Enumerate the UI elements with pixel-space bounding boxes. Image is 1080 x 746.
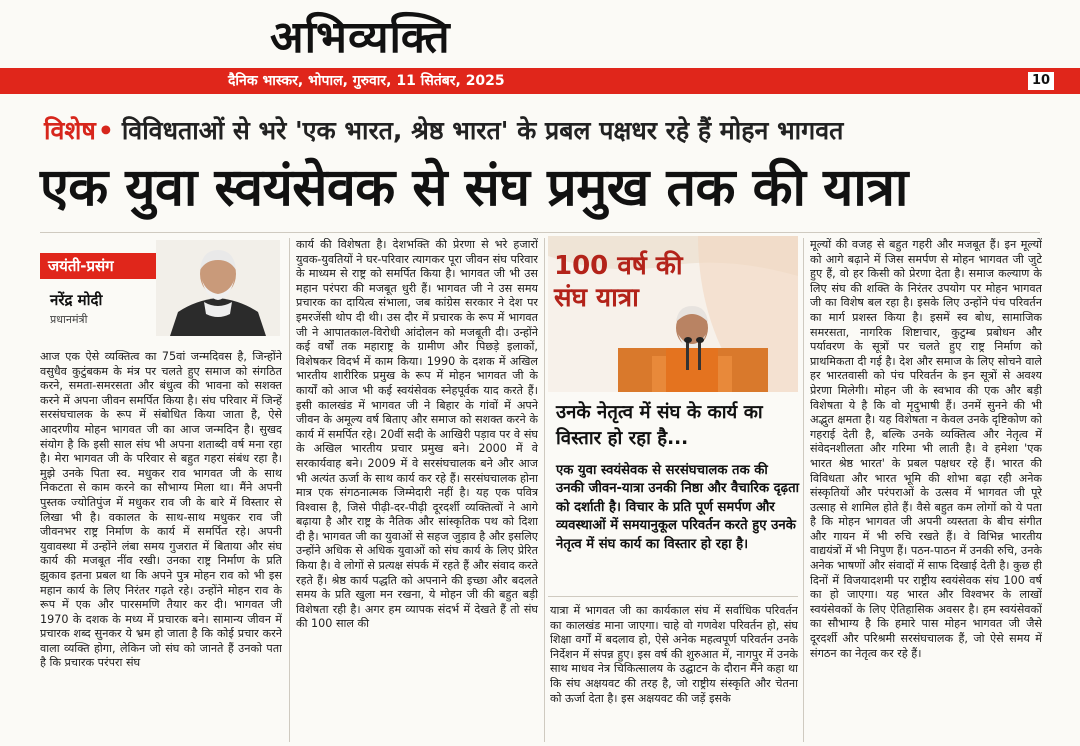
article-column-1: आज एक ऐसे व्यक्तित्व का 75वां जन्मदिवस है, जिन्होंने वसुधैव कुटुंबकम के मंत्र पर चलते हुए समाज को संगठित करने, समता-समरसता और बंधुत्व की भावना को सशक्त करने में अपना जीवन समर्पित किया है। संघ परिवार में जिन्हें सरसंघचालक के रूप में संबोधित किया जाता है, ऐसे आदरणीय मोहन भागवत जी का आज जन्मदिन है। सुखद संयोग है कि इसी साल संघ भी अपना शताब्दी वर्ष मना रहा है। मेरा भागवत जी के परिवार से बहुत गहरा संबंध रहा है। मुझे उनके पिता स्व. मधुकर राव भागवत जी के साथ निकटता से काम करने का सौभाग्य मिला था। मैंने अपनी पुस्तक ज्योतिपुंज में मधुकर राव जी के बारे में विस्तार से लिखा भी है। वकालत के साथ-साथ मधुकर राव जी जीवनभर राष्ट्र निर्माण के कार्य में समर्पित रहे। अपनी युवावस्था में उन्होंने लंबा समय गुजरात में बिताया और संघ कार्य की मजबूत नींव रखी। उनका राष्ट्र निर्माण के प्रति झुकाव इतना प्रबल था कि अपने पुत्र मोहन राव को भी इस महान कार्य के लिए निरंतर गढ़ते रहे। उन्होंने मोहन राव के रूप में एक और पारसमणि तैयार कर दी। भागवत जी 1970 के दशक के मध्य में प्रचारक बने। सामान्य जीवन में प्रचारक शब्द सुनकर ये भ्रम हो जाता है कि कोई प्रचार करने वाला व्यक्ति होगा, लेकिन जो संघ को जानते हैं उनको पता है कि प्रचारक परंपरा संघ [40, 350, 282, 670]
masthead-title: अभिव्यक्ति [270, 12, 451, 63]
column-rule [544, 238, 545, 742]
dateline-bar [0, 68, 1080, 94]
kicker-separator: • [97, 116, 114, 145]
article-column-4: मूल्यों की वजह से बहुत गहरी और मजबूत हैं। इन मूल्यों को आगे बढ़ाने में जिस समर्पण से मोहन भागवत जी जुटे हुए हैं, वो हर किसी को प्रेरणा देता है। समाज कल्याण के लिए संघ की शक्ति के निरंतर उपयोग पर मोहन भागवत जी का विशेष बल रहा है। इसके लिए उन्होंने पंच परिवर्तन का मार्ग प्रशस्त किया है। इसमें स्व बोध, सामाजिक समरसता, नागरिक शिष्टाचार, कुटुम्ब प्रबोधन और पर्यावरण के सूत्रों पर चलते हुए राष्ट्र निर्माण को प्राथमिकता दी गई है। देश और समाज के लिए सोचने वाले हर भारतवासी को पंच परिवर्तन के इन सूत्रों से अवश्य प्रेरणा मिलेगी। मोहन जी के स्वभाव की एक और बड़ी विशेषता ये है कि वो मृदुभाषी हैं। उनमें सुनने की भी अद्भुत क्षमता है। यह विशेषता न केवल उनके दृष्टिकोण को गहराई देती है, बल्कि उनके व्यक्तित्व और नेतृत्व में संवेदनशीलता और गरिमा भी लाती है। वे हमेशा 'एक भारत श्रेष्ठ भारत' के प्रबल पक्षधर रहे हैं। भारत की विविधता और भारत भूमि की शोभा बढ़ा रही अनेक संस्कृतियों और परंपराओं के उत्सव में भागवत जी पूरे उत्साह से शामिल होते हैं। वैसे बहुत कम लोगों को ये पता है कि मोहन भागवत जी अपनी व्यस्तता के बीच संगीत और गायन में भी रुचि रखते हैं। वे विभिन्न भारतीय वाद्ययंत्रों में भी निपुण हैं। पठन-पाठन में उनकी रुचि, उनके अनेक भाषणों और संवादों में साफ दिखाई देती है। कुछ ही दिनों में विजयादशमी पर राष्ट्रीय स्वयंसेवक संघ 100 वर्ष का हो जाएगा। यह भारत और विश्वभर के लाखों स्वयंसेवकों के लिए ऐतिहासिक अवसर है। हम स्वयंसेवकों का सौभाग्य है कि हमारे पास मोहन भागवत जी जैसे दूरदर्शी और परिश्रमी सरसंघचालक हैं, जो ऐसे समय में संगठन का नेतृत्व कर रहे हैं। [810, 238, 1042, 660]
dateline: दैनिक भास्कर, भोपाल, गुरुवार, 11 सितंबर, 2025 [228, 73, 505, 89]
pull-divider [548, 596, 798, 597]
page-number: 10 [1028, 72, 1054, 90]
kicker [44, 114, 843, 148]
kicker-text: विविधताओं से भरे 'एक भारत, श्रेष्ठ भारत' के प्रबल पक्षधर रहे हैं मोहन भागवत [121, 116, 844, 145]
column-rule [289, 238, 290, 742]
headline-divider [40, 232, 1040, 233]
column-rule [803, 238, 804, 742]
kicker-label: विशेष [44, 116, 96, 145]
author-role: प्रधानमंत्री [50, 313, 88, 326]
article-column-2: कार्य की विशेषता है। देशभक्ति की प्रेरणा से भरे हजारों युवक-युवतियों ने घर-परिवार त्यागकर पूरा जीवन संघ परिवार के माध्यम से राष्ट्र को समर्पित किया है। भागवत जी भी उस महान परंपरा की मजबूत धुरी हैं। भागवत जी ने उस समय प्रचारक का दायित्व संभाला, जब कांग्रेस सरकार ने देश पर इमरजेंसी थोप दी थी। उस दौर में प्रचारक के रूप में भागवत जी ने आपातकाल-विरोधी आंदोलन को मजबूती दी। उन्होंने कई वर्षों तक महाराष्ट्र के ग्रामीण और पिछड़े इलाकों, विशेषकर विदर्भ में काम किया। 1990 के दशक में अखिल भारतीय शारीरिक प्रमुख के रूप में मोहन भागवत जी के कार्यों को आज भी कई स्वयंसेवक स्नेहपूर्वक याद करते हैं। इसी कालखंड में भागवत जी ने बिहार के गांवों में अपने जीवन के अमूल्य वर्ष बिताए और समाज को सशक्त करने के कार्य में समर्पित रहे। 20वीं सदी के आखिरी पड़ाव पर वे संघ के अखिल भारतीय प्रचार प्रमुख बने। 2000 में वे सरकार्यवाह बने। 2009 में वे सरसंघचालक बने और आज भी अत्यंत ऊर्जा के साथ कार्य कर रहे हैं। सरसंघचालक होना मात्र एक संगठनात्मक जिम्मेदारी नहीं है। यह एक पवित्र विश्वास है, जिसे पीढ़ी-दर-पीढ़ी दूरदर्शी व्यक्तित्वों ने आगे बढ़ाया है और राष्ट्र के नैतिक और सांस्कृतिक पथ को दिशा दी है। भागवत जी का युवाओं से सहज जुड़ाव है और इसलिए उन्होंने अधिक से अधिक युवाओं को संघ कार्य के लिए प्रेरित किया है। वे लोगों से प्रत्यक्ष संपर्क में रहते हैं और संवाद करते रहते हैं। श्रेष्ठ कार्य पद्धति को अपनाने की इच्छा और बदलते समय के प्रति खुला मन रखना, ये मोहन जी की बहुत बड़ी विशेषता रही है। अगर हम व्यापक संदर्भ में देखते हैं तो संघ की 100 साल की [296, 238, 538, 631]
byline-tag: जयंती-प्रसंग [40, 253, 158, 279]
article-column-3: यात्रा में भागवत जी का कार्यकाल संघ में सर्वाधिक परिवर्तन का कालखंड माना जाएगा। चाहे वो गणवेश परिवर्तन हो, संघ शिक्षा वर्गों में बदलाव हो, ऐसे अनेक महत्वपूर्ण परिवर्तन उनके निर्देशन में संपन्न हुए। इस वर्ष की शुरुआत में, नागपुर में उनके साथ माधव नेत्र चिकित्सालय के उद्घाटन के दौरान मैंने कहा था कि संघ अक्षयवट की तरह है, जो राष्ट्रीय संस्कृति और चेतना को ऊर्जा देता है। इस अक्षयवट की जड़ें इसके [550, 604, 798, 705]
author-portrait [156, 240, 280, 336]
photo-banner-text: 100 वर्ष की संघ यात्रा [554, 251, 683, 313]
pull-heading: उनके नेतृत्व में संघ के कार्य का विस्तार हो रहा है... [556, 402, 763, 449]
headline: एक युवा स्वयंसेवक से संघ प्रमुख तक की यात्रा [40, 158, 908, 218]
author-name: नरेंद्र मोदी [50, 291, 103, 309]
news-photo [548, 236, 798, 392]
pull-text: एक युवा स्वयंसेवक से सरसंघचालक तक की उनकी जीवन-यात्रा उनकी निष्ठा और वैचारिक दृढ़ता को दर्शाती है। विचार के प्रति पूर्ण समर्पण और व्यवस्थाओं में समयानुकूल परिवर्तन करते हुए उनके नेतृत्व में संघ कार्य का विस्तार हो रहा है। [556, 463, 800, 552]
